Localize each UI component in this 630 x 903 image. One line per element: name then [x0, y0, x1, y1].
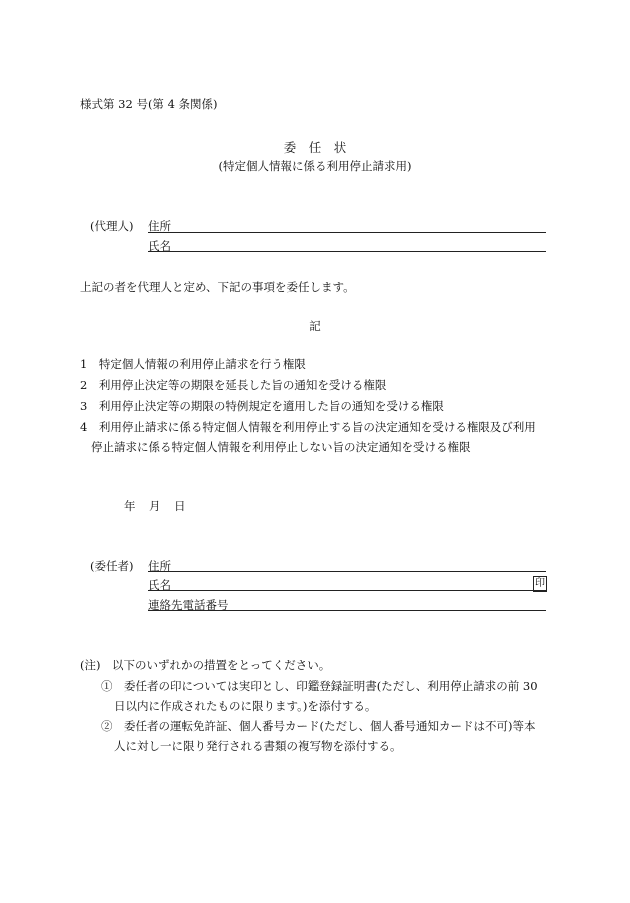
note-1-line2: 日以内に作成されたものに限ります。)を添付する。 [114, 699, 377, 713]
ki-heading: 記 [309, 319, 321, 333]
principal-label: (委任者) [90, 559, 134, 573]
agent-address-line[interactable] [148, 232, 546, 233]
agent-name-label: 氏名 [148, 239, 171, 253]
note-2-line2: 人に対し一に限り発行される書類の複写物を添付する。 [114, 739, 402, 753]
agent-name-line[interactable] [148, 251, 546, 252]
principal-name-label: 氏名 [148, 578, 171, 592]
date-day: 日 [174, 499, 186, 513]
form-number: 様式第 32 号(第 4 条関係) [80, 97, 218, 111]
date-month: 月 [149, 499, 161, 513]
item-4-line1: 4 利用停止請求に係る特定個人情報を利用停止する旨の決定通知を受ける権限及び利用 [80, 420, 536, 434]
date-year: 年 [124, 499, 136, 513]
principal-phone-line[interactable] [148, 610, 546, 611]
item-4-line2: 停止請求に係る特定個人情報を利用停止しない旨の決定通知を受ける権限 [91, 440, 471, 454]
note-1-line1: ① 委任者の印については実印とし、印鑑登録証明書(ただし、利用停止請求の前 30 [101, 679, 538, 693]
agent-address-label: 住所 [148, 219, 171, 233]
delegation-statement: 上記の者を代理人と定め、下記の事項を委任します。 [80, 280, 355, 294]
principal-phone-label: 連絡先電話番号 [148, 598, 229, 612]
agent-label: (代理人) [90, 219, 134, 233]
notes-header: (注) 以下のいずれかの措置をとってください。 [80, 658, 331, 672]
seal-mark: 印 [533, 576, 547, 592]
principal-name-line[interactable] [148, 590, 546, 591]
item-2: 2 利用停止決定等の期限を延長した旨の通知を受ける権限 [80, 378, 387, 392]
item-1: 1 特定個人情報の利用停止請求を行う権限 [80, 357, 306, 371]
document-subtitle: (特定個人情報に係る利用停止請求用) [218, 159, 412, 173]
principal-address-line[interactable] [148, 571, 546, 572]
item-3: 3 利用停止決定等の期限の特例規定を適用した旨の通知を受ける権限 [80, 399, 444, 413]
principal-address-label: 住所 [148, 559, 171, 573]
document-title: 委 任 状 [283, 140, 347, 155]
note-2-line1: ② 委任者の運転免許証、個人番号カード(ただし、個人番号通知カードは不可)等本 [101, 719, 536, 733]
